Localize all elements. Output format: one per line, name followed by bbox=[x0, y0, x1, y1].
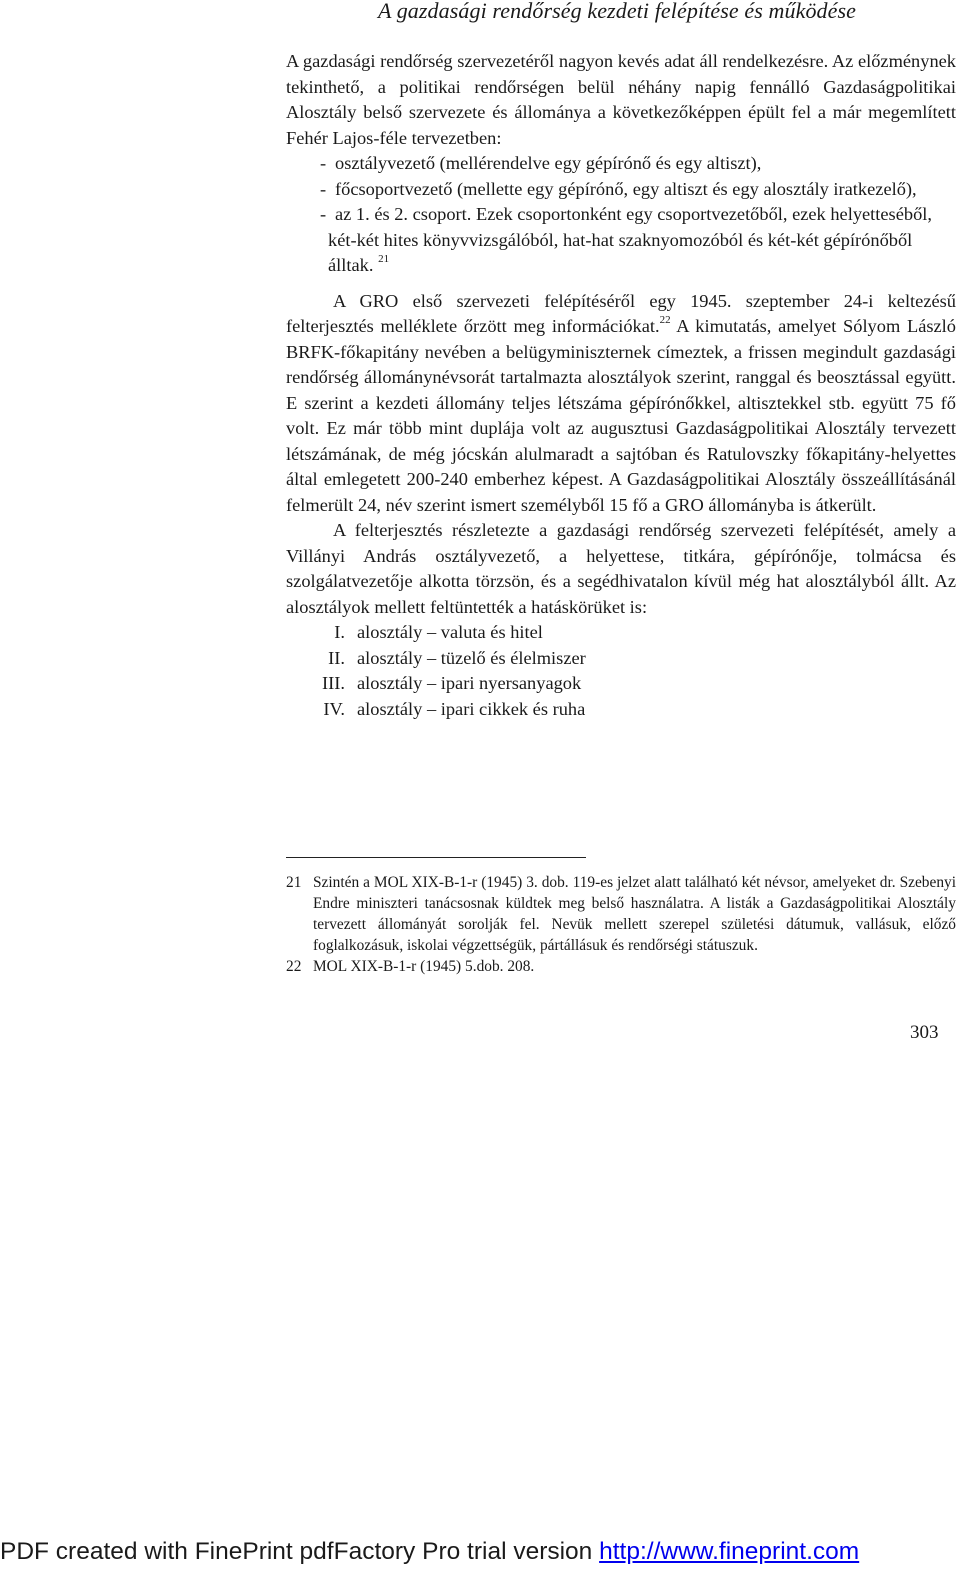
running-head: A gazdasági rendőrség kezdeti felépítése és működése bbox=[377, 0, 857, 23]
footnote-text: MOL XIX-B-1-r (1945) 5.dob. 208. bbox=[313, 958, 535, 975]
body-text bbox=[286, 49, 956, 722]
footnote-ref-22[interactable]: 22 bbox=[659, 314, 671, 326]
paragraph-subdivisions: A felterjesztés részletezte a gazdasági rendőrség szervezeti felépítését, amely a Villányi András osztályvezető, a helyettese, titkára, gépírónője, tolmácsa és szolgálatvezetője alkotta törzsön, és a segédhivatalon kívül még hat alosztályból állt. Az alosztályok mellett feltüntették a hatáskörüket is: bbox=[286, 520, 956, 617]
dash-list-item bbox=[286, 202, 956, 279]
dash-list-item bbox=[286, 151, 956, 177]
roman-numeral: III. bbox=[322, 673, 345, 693]
subdivision-text: alosztály – tüzelő és élelmiszer bbox=[357, 647, 586, 668]
subdivision-item bbox=[286, 646, 956, 672]
footnote-number: 22 bbox=[286, 958, 302, 975]
subdivision-text: alosztály – ipari nyersanyagok bbox=[357, 673, 582, 693]
dash-item-text: osztályvezető (mellérendelve egy gépírónő és egy altiszt), bbox=[335, 153, 762, 173]
roman-numeral: I. bbox=[334, 622, 345, 642]
roman-numeral: IV. bbox=[323, 698, 345, 719]
dash-list-item bbox=[286, 177, 956, 203]
subdivision-item bbox=[286, 697, 956, 723]
subdivision-list bbox=[286, 620, 956, 722]
dash-mark: - bbox=[320, 178, 327, 199]
footnote-ref-21[interactable]: 21 bbox=[378, 253, 390, 265]
subdivision-text: alosztály – ipari cikkek és ruha bbox=[357, 698, 586, 719]
dash-list bbox=[286, 151, 956, 279]
paragraph-intro: A gazdasági rendőrség szervezetéről nagyon kevés adat áll rendelkezésre. Az előzménynek tekinthető, a politikai rendőrségen belül néhány napig fennálló Gazdaságpolitikai Alosztály belső szervezete és állománya a következőképpen épült fel a már megemlített Fehér Lajos-féle tervezetben: bbox=[286, 51, 956, 148]
footnote-22 bbox=[286, 956, 956, 977]
dash-mark: - bbox=[320, 204, 327, 224]
footnote-separator bbox=[286, 857, 586, 858]
dash-item-text: az 1. és 2. csoport. Ezek csoportonként egy csoportvezetőből, ezek helyetteséből, két-két hites könyvvizsgálóból, hat-hat szaknyomozóból és két-két gépírónőből álltak. bbox=[328, 204, 932, 275]
page-number: 303 bbox=[910, 1022, 939, 1043]
footnotes bbox=[286, 872, 956, 977]
subdivision-item bbox=[286, 671, 956, 697]
paragraph-gap bbox=[286, 279, 956, 289]
watermark-text: PDF created with FinePrint pdfFactory Pro trial version bbox=[0, 1538, 600, 1565]
roman-numeral: II. bbox=[328, 647, 345, 668]
pdf-watermark bbox=[0, 1536, 859, 1568]
paragraph-gro-text-b: A kimutatás, amelyet Sólyom László BRFK-főkapitány nevében a belügyminiszternek címeztek, a frissen megindult gazdasági rendőrség állománynévsorát tartalmazta alosztályok szerint, ranggal és beosztással együtt. E szerint a kezdeti állomány teljes létszáma gépírónőkkel, altisztekkel stb. együtt 75 fő volt. Ez már több mint duplája volt az augusztusi Gazdaságpolitikai Alosztály tervezett létszámának, de még jócskán alulmaradt a sajtóban és Ratulovszky főkapitány-helyettes által emlegetett 200-240 emberhez képest. A Gazdaságpolitikai Alosztály összeállításánál felmerült 24, név szerint ismert személyből 15 fő a GRO állományba is átkerült. bbox=[286, 316, 956, 515]
footnote-text: Szintén a MOL XIX-B-1-r (1945) 3. dob. 119-es jelzet alatt található két névsor, amelyeket dr. Szebenyi Endre miniszteri tanácsosnak küldtek meg belső használatra. A listák a Gazdaságpolitikai Alosztály tervezett állományát sorolják fel. Nevük mellett szerepel születési dátumuk, vallásuk, előző foglalkozásuk, iskolai végzettségük, pártállásuk és rendőrségi státuszuk. bbox=[313, 874, 956, 954]
dash-item-text: főcsoportvezető (mellette egy gépírónő, egy altiszt és egy alosztály iratkezelő), bbox=[335, 178, 917, 199]
dash-mark: - bbox=[320, 153, 327, 173]
watermark-link[interactable]: http://www.fineprint.com bbox=[599, 1538, 860, 1565]
paragraph-gro-structure bbox=[286, 289, 956, 519]
subdivision-item bbox=[286, 620, 956, 646]
footnote-number: 21 bbox=[286, 874, 302, 891]
subdivision-text: alosztály – valuta és hitel bbox=[357, 622, 543, 642]
paragraph-gro-text-a: A GRO első szervezeti felépítéséről egy 1945. szeptember 24-i keltezésű felterjesztés melléklete őrzött meg információkat. bbox=[286, 290, 956, 336]
footnote-21 bbox=[286, 872, 956, 956]
